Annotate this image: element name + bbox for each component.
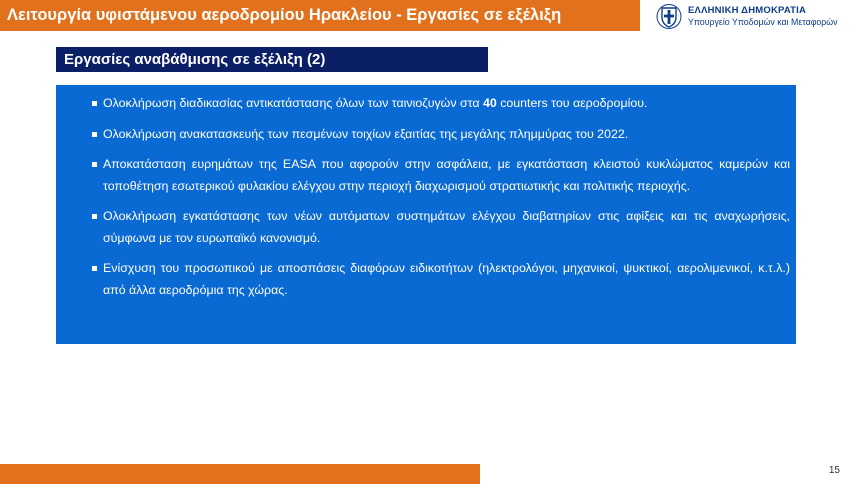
slide-title: Λειτουργία υφιστάμενου αεροδρομίου Ηρακλείου - Εργασίες σε εξέλιξη [7,6,562,24]
square-bullet-icon [92,101,97,106]
bullet-text-tail: counters του αεροδρομίου. [496,96,648,110]
bullet-bold-count: 40 [482,96,497,110]
title-bar [0,0,640,31]
bullet-list [92,93,790,301]
bullet-item [92,258,790,301]
logo-ministry: Υπουργείο Υποδομών και Μεταφορών [688,16,838,27]
section-title: Εργασίες αναβάθμισης σε εξέλιξη (2) [64,51,326,68]
square-bullet-icon [92,266,97,271]
square-bullet-icon [92,162,97,167]
page-number: 15 [828,465,840,476]
bullet-text: Ενίσχυση του προσωπικού με αποσπάσεις διαφόρων ειδικοτήτων (ηλεκτρολόγοι, μηχανικοί, ψυκτικοί, αερολιμενικοί, κ.τ.λ.) από άλλα αεροδρόμια της χώρας. [103,261,790,297]
bullet-text: Αποκατάσταση ευρημάτων της EASA που αφορούν στην ασφάλεια, με εγκατάσταση κλειστού κυκλώματος καμερών και τοποθέτηση εσωτερικού φυλακίου ελέγχου στην περιοχή διαχωρισμού στρατιωτικής και πολιτικής περιοχής. [103,157,790,193]
bullet-item [92,206,790,249]
bullet-text: Ολοκλήρωση ανακατασκευής των πεσμένων τοιχίων εξαιτίας της μεγάλης πλημμύρας του 2022. [103,126,629,141]
square-bullet-icon [92,214,97,219]
logo-country: ΕΛΛΗΝΙΚΗ ΔΗΜΟΚΡΑΤΙΑ [688,4,807,16]
section-header [56,47,488,72]
footer-accent-bar [0,464,480,484]
bullet-item [92,124,790,146]
bullet-item [92,93,790,115]
ministry-logo [656,3,838,30]
bullet-text: Ολοκλήρωση εγκατάστασης των νέων αυτόματων συστημάτων ελέγχου διαβατηρίων στις αφίξεις και τις αναχωρήσεις, σύμφωνα με τον ευρωπαϊκό κανονισμό. [103,209,790,245]
greek-emblem-icon [656,3,682,30]
bullet-text: Ολοκλήρωση διαδικασίας αντικατάστασης όλων των ταινιοζυγών στα [103,96,483,110]
square-bullet-icon [92,132,97,137]
content-box [56,85,796,344]
logo-text [688,6,838,27]
bullet-item [92,154,790,197]
